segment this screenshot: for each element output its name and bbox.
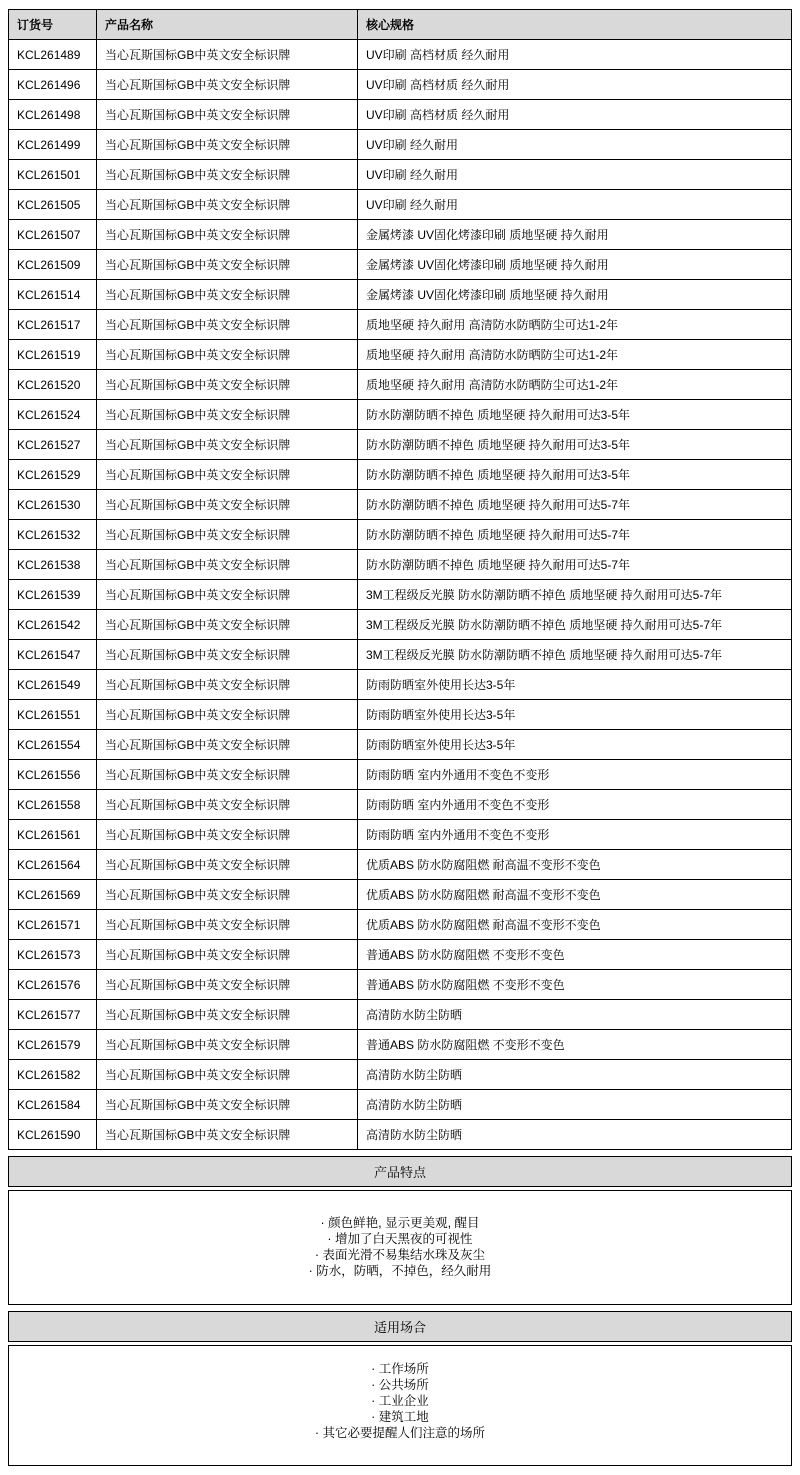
product-name-cell: 当心瓦斯国标GB中英文安全标识牌 bbox=[97, 1030, 358, 1060]
core-spec-cell: UV印刷 经久耐用 bbox=[358, 190, 792, 220]
core-spec-cell: 金属烤漆 UV固化烤漆印刷 质地坚硬 持久耐用 bbox=[358, 280, 792, 310]
core-spec-cell: UV印刷 高档材质 经久耐用 bbox=[358, 40, 792, 70]
order-number-cell: KCL261584 bbox=[9, 1090, 97, 1120]
order-number-cell: KCL261549 bbox=[9, 670, 97, 700]
order-number-cell: KCL261576 bbox=[9, 970, 97, 1000]
core-spec-cell: 防雨防晒 室内外通用不变色不变形 bbox=[358, 790, 792, 820]
table-row bbox=[9, 1120, 792, 1150]
core-spec-cell: 防雨防晒室外使用长达3-5年 bbox=[358, 730, 792, 760]
occasions-box bbox=[8, 1345, 792, 1466]
product-name-cell: 当心瓦斯国标GB中英文安全标识牌 bbox=[97, 430, 358, 460]
order-number-cell: KCL261571 bbox=[9, 910, 97, 940]
table-row bbox=[9, 280, 792, 310]
product-name-cell: 当心瓦斯国标GB中英文安全标识牌 bbox=[97, 640, 358, 670]
product-spec-table bbox=[8, 9, 792, 1150]
order-number-cell: KCL261542 bbox=[9, 610, 97, 640]
table-row bbox=[9, 580, 792, 610]
product-name-cell: 当心瓦斯国标GB中英文安全标识牌 bbox=[97, 100, 358, 130]
core-spec-cell: 防水防潮防晒不掉色 质地坚硬 持久耐用可达3-5年 bbox=[358, 400, 792, 430]
features-box bbox=[8, 1190, 792, 1305]
table-row bbox=[9, 820, 792, 850]
order-number-cell: KCL261569 bbox=[9, 880, 97, 910]
order-number-cell: KCL261505 bbox=[9, 190, 97, 220]
product-name-cell: 当心瓦斯国标GB中英文安全标识牌 bbox=[97, 910, 358, 940]
table-row bbox=[9, 100, 792, 130]
table-row bbox=[9, 610, 792, 640]
bullet-line: · 其它必要提醒人们注意的场所 bbox=[314, 1426, 486, 1440]
order-number-cell: KCL261556 bbox=[9, 760, 97, 790]
order-number-cell: KCL261507 bbox=[9, 220, 97, 250]
table-row bbox=[9, 730, 792, 760]
core-spec-cell: UV印刷 经久耐用 bbox=[358, 160, 792, 190]
product-name-cell: 当心瓦斯国标GB中英文安全标识牌 bbox=[97, 730, 358, 760]
product-name-cell: 当心瓦斯国标GB中英文安全标识牌 bbox=[97, 40, 358, 70]
core-spec-cell: 3M工程级反光膜 防水防潮防晒不掉色 质地坚硬 持久耐用可达5-7年 bbox=[358, 640, 792, 670]
table-row bbox=[9, 400, 792, 430]
core-spec-cell: 防水防潮防晒不掉色 质地坚硬 持久耐用可达5-7年 bbox=[358, 520, 792, 550]
order-number-cell: KCL261499 bbox=[9, 130, 97, 160]
table-row bbox=[9, 520, 792, 550]
table-row bbox=[9, 970, 792, 1000]
order-number-cell: KCL261519 bbox=[9, 340, 97, 370]
core-spec-cell: 优质ABS 防水防腐阻燃 耐高温不变形不变色 bbox=[358, 880, 792, 910]
core-spec-cell: 高清防水防尘防晒 bbox=[358, 1060, 792, 1090]
core-spec-cell: 防水防潮防晒不掉色 质地坚硬 持久耐用可达5-7年 bbox=[358, 550, 792, 580]
core-spec-cell: UV印刷 高档材质 经久耐用 bbox=[358, 100, 792, 130]
product-name-cell: 当心瓦斯国标GB中英文安全标识牌 bbox=[97, 250, 358, 280]
product-name-cell: 当心瓦斯国标GB中英文安全标识牌 bbox=[97, 670, 358, 700]
order-number-cell: KCL261489 bbox=[9, 40, 97, 70]
core-spec-cell: 防雨防晒 室内外通用不变色不变形 bbox=[358, 820, 792, 850]
core-spec-cell: 金属烤漆 UV固化烤漆印刷 质地坚硬 持久耐用 bbox=[358, 250, 792, 280]
bullet-line: · 表面光滑不易集结水珠及灰尘 bbox=[314, 1248, 486, 1262]
order-number-cell: KCL261554 bbox=[9, 730, 97, 760]
product-name-cell: 当心瓦斯国标GB中英文安全标识牌 bbox=[97, 790, 358, 820]
table-row bbox=[9, 550, 792, 580]
order-number-cell: KCL261551 bbox=[9, 700, 97, 730]
table-row bbox=[9, 850, 792, 880]
core-spec-cell: 防水防潮防晒不掉色 质地坚硬 持久耐用可达3-5年 bbox=[358, 460, 792, 490]
table-row bbox=[9, 430, 792, 460]
order-number-cell: KCL261539 bbox=[9, 580, 97, 610]
order-number-cell: KCL261547 bbox=[9, 640, 97, 670]
order-number-cell: KCL261538 bbox=[9, 550, 97, 580]
table-row bbox=[9, 940, 792, 970]
table-header-row bbox=[9, 10, 792, 40]
core-spec-cell: 质地坚硬 持久耐用 高清防水防晒防尘可达1-2年 bbox=[358, 340, 792, 370]
table-row bbox=[9, 340, 792, 370]
order-number-cell: KCL261520 bbox=[9, 370, 97, 400]
core-spec-cell: 高清防水防尘防晒 bbox=[358, 1000, 792, 1030]
column-header-core-spec: 核心规格 bbox=[358, 10, 792, 40]
bullet-line: · 颜色鲜艳, 显示更美观, 醒目 bbox=[320, 1216, 480, 1230]
product-name-cell: 当心瓦斯国标GB中英文安全标识牌 bbox=[97, 1060, 358, 1090]
order-number-cell: KCL261558 bbox=[9, 790, 97, 820]
product-name-cell: 当心瓦斯国标GB中英文安全标识牌 bbox=[97, 160, 358, 190]
product-name-cell: 当心瓦斯国标GB中英文安全标识牌 bbox=[97, 370, 358, 400]
product-name-cell: 当心瓦斯国标GB中英文安全标识牌 bbox=[97, 220, 358, 250]
order-number-cell: KCL261496 bbox=[9, 70, 97, 100]
table-row bbox=[9, 490, 792, 520]
core-spec-cell: 防雨防晒 室内外通用不变色不变形 bbox=[358, 760, 792, 790]
table-row bbox=[9, 1030, 792, 1060]
table-row bbox=[9, 760, 792, 790]
table-row bbox=[9, 70, 792, 100]
core-spec-cell: 防水防潮防晒不掉色 质地坚硬 持久耐用可达5-7年 bbox=[358, 490, 792, 520]
product-name-cell: 当心瓦斯国标GB中英文安全标识牌 bbox=[97, 850, 358, 880]
table-row bbox=[9, 160, 792, 190]
core-spec-cell: 普通ABS 防水防腐阻燃 不变形不变色 bbox=[358, 970, 792, 1000]
column-header-order-number: 订货号 bbox=[9, 10, 97, 40]
table-row bbox=[9, 640, 792, 670]
core-spec-cell: 优质ABS 防水防腐阻燃 耐高温不变形不变色 bbox=[358, 910, 792, 940]
product-name-cell: 当心瓦斯国标GB中英文安全标识牌 bbox=[97, 880, 358, 910]
product-name-cell: 当心瓦斯国标GB中英文安全标识牌 bbox=[97, 610, 358, 640]
product-name-cell: 当心瓦斯国标GB中英文安全标识牌 bbox=[97, 280, 358, 310]
table-row bbox=[9, 190, 792, 220]
core-spec-cell: 3M工程级反光膜 防水防潮防晒不掉色 质地坚硬 持久耐用可达5-7年 bbox=[358, 580, 792, 610]
table-row bbox=[9, 310, 792, 340]
order-number-cell: KCL261582 bbox=[9, 1060, 97, 1090]
product-name-cell: 当心瓦斯国标GB中英文安全标识牌 bbox=[97, 400, 358, 430]
core-spec-cell: 普通ABS 防水防腐阻燃 不变形不变色 bbox=[358, 1030, 792, 1060]
core-spec-cell: 质地坚硬 持久耐用 高清防水防晒防尘可达1-2年 bbox=[358, 370, 792, 400]
product-name-cell: 当心瓦斯国标GB中英文安全标识牌 bbox=[97, 1090, 358, 1120]
product-name-cell: 当心瓦斯国标GB中英文安全标识牌 bbox=[97, 190, 358, 220]
order-number-cell: KCL261529 bbox=[9, 460, 97, 490]
table-row bbox=[9, 880, 792, 910]
core-spec-cell: 普通ABS 防水防腐阻燃 不变形不变色 bbox=[358, 940, 792, 970]
table-row bbox=[9, 1060, 792, 1090]
column-header-product-name: 产品名称 bbox=[97, 10, 358, 40]
core-spec-cell: 高清防水防尘防晒 bbox=[358, 1120, 792, 1150]
product-name-cell: 当心瓦斯国标GB中英文安全标识牌 bbox=[97, 970, 358, 1000]
product-name-cell: 当心瓦斯国标GB中英文安全标识牌 bbox=[97, 1000, 358, 1030]
order-number-cell: KCL261498 bbox=[9, 100, 97, 130]
product-name-cell: 当心瓦斯国标GB中英文安全标识牌 bbox=[97, 580, 358, 610]
table-row bbox=[9, 40, 792, 70]
core-spec-cell: UV印刷 高档材质 经久耐用 bbox=[358, 70, 792, 100]
core-spec-cell: 防水防潮防晒不掉色 质地坚硬 持久耐用可达3-5年 bbox=[358, 430, 792, 460]
bullet-line: · 建筑工地 bbox=[371, 1410, 429, 1424]
order-number-cell: KCL261509 bbox=[9, 250, 97, 280]
product-name-cell: 当心瓦斯国标GB中英文安全标识牌 bbox=[97, 520, 358, 550]
order-number-cell: KCL261514 bbox=[9, 280, 97, 310]
order-number-cell: KCL261517 bbox=[9, 310, 97, 340]
table-row bbox=[9, 790, 792, 820]
order-number-cell: KCL261530 bbox=[9, 490, 97, 520]
order-number-cell: KCL261564 bbox=[9, 850, 97, 880]
product-name-cell: 当心瓦斯国标GB中英文安全标识牌 bbox=[97, 460, 358, 490]
bullet-line: · 防水，防晒，不掉色，经久耐用 bbox=[308, 1264, 492, 1278]
core-spec-cell: 3M工程级反光膜 防水防潮防晒不掉色 质地坚硬 持久耐用可达5-7年 bbox=[358, 610, 792, 640]
order-number-cell: KCL261577 bbox=[9, 1000, 97, 1030]
spec-table-body bbox=[9, 40, 792, 1150]
product-name-cell: 当心瓦斯国标GB中英文安全标识牌 bbox=[97, 130, 358, 160]
core-spec-cell: 防雨防晒室外使用长达3-5年 bbox=[358, 700, 792, 730]
table-row bbox=[9, 910, 792, 940]
order-number-cell: KCL261590 bbox=[9, 1120, 97, 1150]
table-row bbox=[9, 700, 792, 730]
product-name-cell: 当心瓦斯国标GB中英文安全标识牌 bbox=[97, 490, 358, 520]
order-number-cell: KCL261501 bbox=[9, 160, 97, 190]
table-row bbox=[9, 670, 792, 700]
table-row bbox=[9, 370, 792, 400]
product-name-cell: 当心瓦斯国标GB中英文安全标识牌 bbox=[97, 820, 358, 850]
order-number-cell: KCL261532 bbox=[9, 520, 97, 550]
product-name-cell: 当心瓦斯国标GB中英文安全标识牌 bbox=[97, 700, 358, 730]
table-row bbox=[9, 130, 792, 160]
core-spec-cell: 防雨防晒室外使用长达3-5年 bbox=[358, 670, 792, 700]
table-row bbox=[9, 250, 792, 280]
product-name-cell: 当心瓦斯国标GB中英文安全标识牌 bbox=[97, 310, 358, 340]
order-number-cell: KCL261561 bbox=[9, 820, 97, 850]
core-spec-cell: 金属烤漆 UV固化烤漆印刷 质地坚硬 持久耐用 bbox=[358, 220, 792, 250]
product-name-cell: 当心瓦斯国标GB中英文安全标识牌 bbox=[97, 1120, 358, 1150]
product-name-cell: 当心瓦斯国标GB中英文安全标识牌 bbox=[97, 340, 358, 370]
order-number-cell: KCL261524 bbox=[9, 400, 97, 430]
order-number-cell: KCL261527 bbox=[9, 430, 97, 460]
table-row bbox=[9, 1000, 792, 1030]
core-spec-cell: UV印刷 经久耐用 bbox=[358, 130, 792, 160]
order-number-cell: KCL261579 bbox=[9, 1030, 97, 1060]
bullet-line: · 工作场所 bbox=[371, 1362, 429, 1376]
product-name-cell: 当心瓦斯国标GB中英文安全标识牌 bbox=[97, 550, 358, 580]
core-spec-cell: 质地坚硬 持久耐用 高清防水防晒防尘可达1-2年 bbox=[358, 310, 792, 340]
bullet-line: · 工业企业 bbox=[371, 1394, 429, 1408]
section-header-occasions: 适用场合 bbox=[8, 1311, 792, 1342]
product-name-cell: 当心瓦斯国标GB中英文安全标识牌 bbox=[97, 70, 358, 100]
section-header-features: 产品特点 bbox=[8, 1156, 792, 1187]
table-row bbox=[9, 220, 792, 250]
product-name-cell: 当心瓦斯国标GB中英文安全标识牌 bbox=[97, 760, 358, 790]
bullet-line: · 增加了白天黑夜的可视性 bbox=[327, 1232, 473, 1246]
table-row bbox=[9, 1090, 792, 1120]
table-row bbox=[9, 460, 792, 490]
product-name-cell: 当心瓦斯国标GB中英文安全标识牌 bbox=[97, 940, 358, 970]
bullet-line: · 公共场所 bbox=[371, 1378, 429, 1392]
order-number-cell: KCL261573 bbox=[9, 940, 97, 970]
core-spec-cell: 高清防水防尘防晒 bbox=[358, 1090, 792, 1120]
core-spec-cell: 优质ABS 防水防腐阻燃 耐高温不变形不变色 bbox=[358, 850, 792, 880]
